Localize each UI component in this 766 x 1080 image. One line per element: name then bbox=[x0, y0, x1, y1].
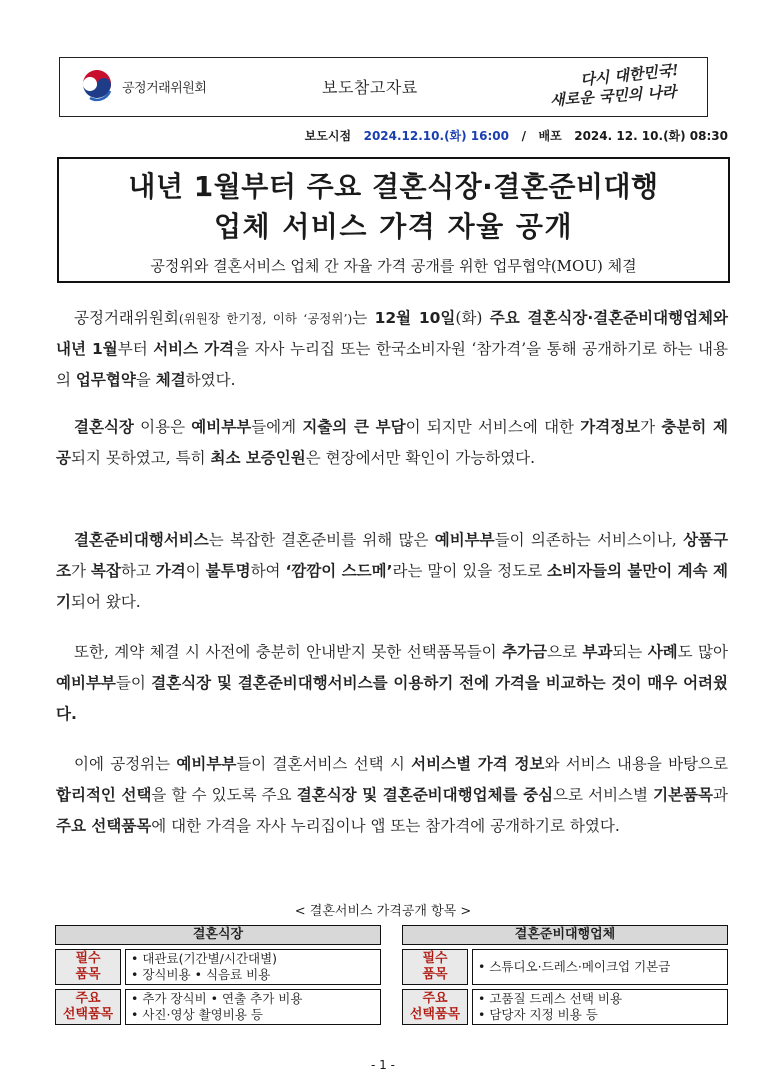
text-span: 들이 결혼서비스 선택 시 bbox=[236, 755, 412, 773]
paragraph-4 bbox=[56, 637, 728, 730]
list-item: • 사진·영상 촬영비용 등 bbox=[131, 1007, 263, 1022]
optional-row bbox=[402, 989, 728, 1025]
bold-text: 예비부부 bbox=[434, 531, 495, 549]
label-line: 필수 bbox=[75, 951, 101, 966]
text-span: 으로 서비스별 bbox=[553, 786, 654, 804]
table-title: < 결혼서비스 가격공개 항목 > bbox=[294, 904, 472, 919]
bold-text: 예비부부 bbox=[191, 418, 252, 436]
required-label bbox=[55, 949, 121, 985]
bold-text: 소비자들의 불만이 계속 제기 bbox=[56, 562, 728, 611]
bold-text: 와 bbox=[713, 309, 729, 327]
required-items bbox=[472, 949, 728, 985]
bold-text: 불투명 bbox=[205, 562, 251, 580]
text-span: 하였다. bbox=[185, 371, 236, 389]
bold-text: ‘깜깜이 스드메’ bbox=[285, 562, 393, 580]
distribution-time: 2024. 12. 10.(화) 08:30 bbox=[574, 129, 728, 143]
wedding-agency-panel bbox=[402, 925, 728, 1022]
bold-text: 가격정보 bbox=[580, 418, 641, 436]
bold-text: 12월 10일 bbox=[374, 309, 456, 327]
label-line: 주요 bbox=[422, 991, 448, 1006]
text-span: 라는 말이 있을 정도로 bbox=[392, 562, 548, 580]
text-span: 들이 bbox=[115, 674, 152, 692]
text-span: 들에게 bbox=[251, 418, 303, 436]
paragraph-2 bbox=[56, 412, 728, 474]
text-span: 들이 의존하는 서비스이나, bbox=[494, 531, 684, 549]
text-span: 부터 bbox=[117, 340, 154, 358]
bold-text: 서비스별 가격 정보 bbox=[411, 755, 545, 773]
list-item: • 장식비용 • 식음료 비용 bbox=[131, 967, 271, 982]
optional-label bbox=[402, 989, 468, 1025]
headline-line-2: 업체 서비스 가격 자율 공개 bbox=[213, 210, 574, 243]
bold-text: 복잡 bbox=[90, 562, 121, 580]
text-span: 되는 bbox=[612, 643, 648, 661]
optional-items bbox=[472, 989, 728, 1025]
taegeuk-logo-icon bbox=[80, 70, 114, 104]
required-row bbox=[55, 949, 381, 985]
text-span: 은 현장에서만 확인이 가능하였다. bbox=[305, 449, 536, 467]
bold-text: 업무협약 bbox=[75, 371, 136, 389]
label-line: 선택품목 bbox=[62, 1007, 114, 1022]
required-row bbox=[402, 949, 728, 985]
list-item: • 고품질 드레스 선택 비용 bbox=[478, 991, 623, 1006]
paragraph-1 bbox=[56, 303, 728, 396]
text-span: 가 bbox=[640, 418, 662, 436]
text-span: 이용은 bbox=[133, 418, 192, 436]
bold-text: 결혼식장 및 결혼준비대행업체를 중심 bbox=[296, 786, 554, 804]
list-item: • 추가 장식비 • 연출 추가 비용 bbox=[131, 991, 303, 1006]
bold-text: 지출의 큰 부담 bbox=[302, 418, 406, 436]
bold-text: 주요 결혼식장·결혼준비대행업체 bbox=[489, 309, 714, 327]
text-span: 공정거래위원회 bbox=[74, 309, 179, 327]
bold-text: 결혼준비대행서비스 bbox=[74, 531, 209, 549]
text-span: 되어 왔다. bbox=[70, 593, 141, 611]
bold-text: 가격 bbox=[155, 562, 186, 580]
text-span: 는 복잡한 결혼준비를 위해 많은 bbox=[208, 531, 435, 549]
text-span: 이에 공정위는 bbox=[74, 755, 177, 773]
optional-items bbox=[125, 989, 381, 1025]
slogan bbox=[540, 60, 700, 112]
bold-text: 기본품목 bbox=[653, 786, 714, 804]
bold-text: 사례 bbox=[647, 643, 678, 661]
text-span: 되지 못하였고, 특히 bbox=[70, 449, 211, 467]
bold-text: 주요 선택품목 bbox=[56, 817, 152, 835]
text-span: 과 bbox=[713, 786, 728, 804]
release-label: 보도시점 bbox=[304, 129, 352, 143]
text-span: 이 bbox=[185, 562, 206, 580]
list-item: • 대관료(기간별/시간대별) bbox=[131, 951, 278, 966]
bold-text: 예비부부 bbox=[56, 674, 116, 692]
bold-text: 결혼식장 및 결혼준비대행서비스를 이용하기 전에 가격을 비교하는 것이 매우 어려웠다. bbox=[56, 674, 729, 723]
bold-text: 추가금 bbox=[502, 643, 547, 661]
label-line: 품목 bbox=[422, 967, 448, 982]
bold-text: 예비부부 bbox=[176, 755, 237, 773]
list-item: • 스튜디오·드레스·메이크업 기본금 bbox=[478, 959, 671, 974]
text-span: 또한, 계약 체결 시 사전에 충분히 안내받지 못한 선택품목들이 bbox=[74, 643, 503, 661]
subtitle: 공정위와 결혼서비스 업체 간 자율 가격 공개를 위한 업무협약(MOU) 체결 bbox=[150, 257, 637, 275]
text-span: 도 많아 bbox=[677, 643, 728, 661]
label-line: 선택품목 bbox=[409, 1007, 461, 1022]
text-span: (화) bbox=[455, 309, 490, 327]
text-span: 하고 bbox=[120, 562, 156, 580]
text-span: 을 자사 누리집 또는 한국소비자원 ‘참가격’을 통해 공개하기로 하는 내용의 bbox=[56, 340, 728, 389]
org-name: 공정거래위원회 bbox=[122, 81, 207, 96]
slogan-line-2: 새로운 국민의 나라 bbox=[549, 82, 677, 110]
release-time: 2024.12.10.(화) 16:00 bbox=[363, 129, 510, 143]
wedding-hall-panel bbox=[55, 925, 381, 1022]
bold-text: 부과 bbox=[582, 643, 613, 661]
text-span: 으로 bbox=[546, 643, 583, 661]
bold-text: 최소 보증인원 bbox=[210, 449, 306, 467]
paragraph-5 bbox=[56, 749, 728, 842]
text-span: 을 bbox=[135, 371, 156, 389]
slogan-line-1: 다시 대한민국! bbox=[579, 60, 680, 90]
label-line: 주요 bbox=[75, 991, 101, 1006]
panel-header: 결혼준비대행업체 bbox=[402, 925, 728, 945]
title-box bbox=[57, 157, 730, 283]
headline-line-1: 내년 1월부터 주요 결혼식장·결혼준비대행 bbox=[128, 170, 659, 203]
text-span: 와 서비스 내용을 바탕으로 bbox=[544, 755, 728, 773]
bold-text: 상품구조 bbox=[56, 531, 728, 580]
distribution-label: 배포 bbox=[538, 129, 562, 143]
optional-row bbox=[55, 989, 381, 1025]
document-type: 보도참고자료 bbox=[322, 78, 418, 97]
header-box bbox=[59, 57, 708, 117]
bold-text: 충분히 제공 bbox=[56, 418, 728, 467]
optional-label bbox=[55, 989, 121, 1025]
release-separator: / bbox=[521, 129, 526, 143]
text-span: 가 bbox=[70, 562, 91, 580]
bold-text: 합리적인 선택 bbox=[56, 786, 152, 804]
page-number: - 1 - bbox=[371, 1058, 395, 1072]
text-span: 이 되지만 서비스에 대한 bbox=[405, 418, 581, 436]
list-item: • 담당자 지정 비용 등 bbox=[478, 1007, 598, 1022]
bold-text: 서비스 가격 bbox=[153, 340, 235, 358]
text-span: 에 대한 가격을 자사 누리집이나 앱 또는 참가격에 공개하기로 하였다. bbox=[151, 817, 620, 835]
required-items bbox=[125, 949, 381, 985]
bold-text: 내년 1월 bbox=[56, 340, 118, 358]
panel-header: 결혼식장 bbox=[55, 925, 381, 945]
release-info bbox=[305, 127, 728, 144]
label-line: 필수 bbox=[422, 951, 448, 966]
paragraph-3 bbox=[56, 525, 728, 618]
bold-text: 체결 bbox=[155, 371, 186, 389]
text-span: 는 bbox=[352, 309, 375, 327]
required-label bbox=[402, 949, 468, 985]
label-line: 품목 bbox=[75, 967, 101, 982]
bold-text: 결혼식장 bbox=[74, 418, 134, 436]
text-span: 하여 bbox=[250, 562, 286, 580]
text-span: 을 할 수 있도록 주요 bbox=[151, 786, 297, 804]
text-span: (위원장 한기정, 이하 ‘공정위’) bbox=[178, 311, 353, 326]
